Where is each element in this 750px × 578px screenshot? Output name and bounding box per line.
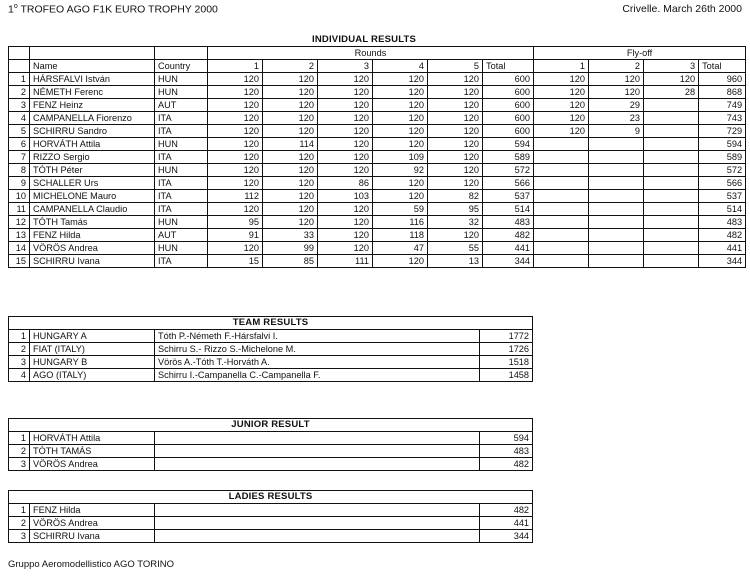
table-row <box>9 255 746 268</box>
individual-results-title: INDIVIDUAL RESULTS <box>312 34 417 45</box>
final-total-cell: 566 <box>699 177 746 190</box>
position-cell: 3 <box>9 530 30 543</box>
rounds-total-cell: 537 <box>483 190 534 203</box>
round-score-cell: 95 <box>428 203 483 216</box>
position-cell: 9 <box>9 177 30 190</box>
position-cell: 11 <box>9 203 30 216</box>
round-score-cell: 120 <box>318 99 373 112</box>
total-cell: 483 <box>480 445 533 458</box>
round-score-cell: 120 <box>428 164 483 177</box>
round-score-cell: 15 <box>208 255 263 268</box>
round-score-cell: 120 <box>263 125 318 138</box>
flyoff-score-cell: 120 <box>534 99 589 112</box>
round-score-cell: 13 <box>428 255 483 268</box>
col-country-header: Country <box>155 60 208 73</box>
round-score-cell: 116 <box>373 216 428 229</box>
round-score-cell: 120 <box>428 125 483 138</box>
table-row <box>9 73 746 86</box>
rounds-total-cell: 483 <box>483 216 534 229</box>
table-row <box>9 138 746 151</box>
table-row <box>9 343 533 356</box>
table-row <box>9 530 533 543</box>
rounds-total-cell: 441 <box>483 242 534 255</box>
team-total-cell: 1772 <box>480 330 533 343</box>
round-number-header: 4 <box>373 60 428 73</box>
pilot-name-cell: TÓTH Tamás <box>30 216 155 229</box>
table-row <box>9 216 746 229</box>
col-name-header: Name <box>30 60 155 73</box>
position-cell: 12 <box>9 216 30 229</box>
round-score-cell: 112 <box>208 190 263 203</box>
pilot-name-cell: HÁRSFALVI István <box>30 73 155 86</box>
table-row <box>9 229 746 242</box>
round-score-cell: 120 <box>428 229 483 242</box>
position-cell: 15 <box>9 255 30 268</box>
rounds-total-cell: 594 <box>483 138 534 151</box>
team-results-body <box>9 330 533 382</box>
round-score-cell: 120 <box>263 203 318 216</box>
position-cell: 3 <box>9 356 30 369</box>
rounds-header: Rounds <box>208 47 534 60</box>
flyoff-score-cell <box>644 216 699 229</box>
pilot-name-cell: VÖRÖS Andrea <box>30 517 155 530</box>
round-score-cell: 33 <box>263 229 318 242</box>
flyoff-score-cell: 120 <box>589 73 644 86</box>
document-title: 1$^o$ TROFEO AGO F1K EURO TROPHY 2000 <box>8 3 218 16</box>
flyoff-score-cell <box>589 203 644 216</box>
final-total-cell: 594 <box>699 138 746 151</box>
total-cell: 482 <box>480 504 533 517</box>
round-score-cell: 120 <box>318 125 373 138</box>
rounds-total-cell: 572 <box>483 164 534 177</box>
round-score-cell: 120 <box>318 151 373 164</box>
position-cell: 5 <box>9 125 30 138</box>
round-score-cell: 120 <box>428 99 483 112</box>
flyoff-score-cell <box>644 190 699 203</box>
final-total-cell: 514 <box>699 203 746 216</box>
position-cell: 13 <box>9 229 30 242</box>
final-total-cell: 483 <box>699 216 746 229</box>
empty-cell <box>155 458 480 471</box>
table-row <box>9 356 533 369</box>
flyoff-score-cell <box>589 255 644 268</box>
total-cell: 594 <box>480 432 533 445</box>
flyoff-score-cell <box>589 229 644 242</box>
table-row <box>9 369 533 382</box>
round-number-header: 1 <box>208 60 263 73</box>
position-cell: 2 <box>9 343 30 356</box>
pilot-name-cell: SCHIRRU Sandro <box>30 125 155 138</box>
rounds-total-cell: 514 <box>483 203 534 216</box>
table-row <box>9 445 533 458</box>
team-members-cell: Vörös A.-Tóth T.-Horváth A. <box>155 356 480 369</box>
country-cell: HUN <box>155 138 208 151</box>
team-members-cell: Tóth P.-Németh F.-Hársfalvi I. <box>155 330 480 343</box>
pilot-name-cell: VÖRÖS Andrea <box>30 458 155 471</box>
round-score-cell: 32 <box>428 216 483 229</box>
round-score-cell: 120 <box>208 242 263 255</box>
individual-results-body <box>9 73 746 268</box>
flyoff-score-cell <box>534 177 589 190</box>
round-score-cell: 120 <box>318 216 373 229</box>
pilot-name-cell: CAMPANELLA Fiorenzo <box>30 112 155 125</box>
final-total-cell: 344 <box>699 255 746 268</box>
total-cell: 344 <box>480 530 533 543</box>
round-score-cell: 120 <box>373 190 428 203</box>
round-score-cell: 86 <box>318 177 373 190</box>
flyoff-score-cell <box>589 138 644 151</box>
empty-cell <box>155 445 480 458</box>
round-score-cell: 120 <box>428 151 483 164</box>
round-score-cell: 92 <box>373 164 428 177</box>
round-score-cell: 120 <box>318 164 373 177</box>
flyoff-score-cell <box>534 242 589 255</box>
pilot-name-cell: FENZ Hilda <box>30 229 155 242</box>
round-score-cell: 120 <box>318 242 373 255</box>
flyoff-score-cell <box>534 190 589 203</box>
table-row <box>9 504 533 517</box>
country-cell: ITA <box>155 255 208 268</box>
round-score-cell: 120 <box>263 112 318 125</box>
flyoff-score-cell <box>644 164 699 177</box>
round-score-cell: 120 <box>208 112 263 125</box>
table-row <box>9 458 533 471</box>
round-score-cell: 120 <box>373 138 428 151</box>
country-cell: ITA <box>155 151 208 164</box>
pilot-name-cell: CAMPANELLA Claudio <box>30 203 155 216</box>
flyoff-score-cell <box>534 164 589 177</box>
total-cell: 441 <box>480 517 533 530</box>
junior-results-title: JUNIOR RESULT <box>9 419 533 432</box>
rounds-total-cell: 589 <box>483 151 534 164</box>
position-cell: 2 <box>9 517 30 530</box>
round-score-cell: 120 <box>208 203 263 216</box>
junior-results-body <box>9 432 533 471</box>
final-total-cell: 482 <box>699 229 746 242</box>
table-row <box>9 203 746 216</box>
final-total-cell: 729 <box>699 125 746 138</box>
empty-cell <box>155 432 480 445</box>
ladies-results-title: LADIES RESULTS <box>9 491 533 504</box>
flyoff-number-header: 1 <box>534 60 589 73</box>
final-total-cell: 537 <box>699 190 746 203</box>
team-name-cell: HUNGARY A <box>30 330 155 343</box>
round-score-cell: 120 <box>208 164 263 177</box>
final-total-cell: 441 <box>699 242 746 255</box>
country-cell: HUN <box>155 216 208 229</box>
country-cell: AUT <box>155 229 208 242</box>
round-score-cell: 109 <box>373 151 428 164</box>
round-score-cell: 120 <box>318 138 373 151</box>
flyoff-score-cell: 29 <box>589 99 644 112</box>
position-cell: 1 <box>9 504 30 517</box>
table-row <box>9 99 746 112</box>
flyoff-total-header: Total <box>699 60 746 73</box>
flyoff-score-cell: 120 <box>534 125 589 138</box>
final-total-cell: 749 <box>699 99 746 112</box>
pilot-name-cell: HORVÁTH Attila <box>30 432 155 445</box>
pilot-name-cell: NÉMETH Ferenc <box>30 86 155 99</box>
round-score-cell: 99 <box>263 242 318 255</box>
round-score-cell: 120 <box>318 229 373 242</box>
team-results-table <box>8 316 533 382</box>
round-score-cell: 120 <box>373 73 428 86</box>
pilot-name-cell: FENZ Heinz <box>30 99 155 112</box>
flyoff-score-cell: 9 <box>589 125 644 138</box>
round-score-cell: 120 <box>373 86 428 99</box>
flyoff-score-cell <box>534 138 589 151</box>
position-cell: 6 <box>9 138 30 151</box>
round-score-cell: 120 <box>428 73 483 86</box>
pilot-name-cell: HORVÁTH Attila <box>30 138 155 151</box>
pilot-name-cell: TÓTH Péter <box>30 164 155 177</box>
final-total-cell: 743 <box>699 112 746 125</box>
country-cell: ITA <box>155 112 208 125</box>
round-number-header: 3 <box>318 60 373 73</box>
rounds-total-header: Total <box>483 60 534 73</box>
flyoff-score-cell <box>644 242 699 255</box>
pilot-name-cell: TÓTH TAMÁS <box>30 445 155 458</box>
flyoff-header: Fly-off <box>534 47 746 60</box>
round-score-cell: 118 <box>373 229 428 242</box>
table-row <box>9 517 533 530</box>
flyoff-score-cell <box>589 164 644 177</box>
pilot-name-cell: VÖRÖS Andrea <box>30 242 155 255</box>
position-cell: 1 <box>9 73 30 86</box>
flyoff-score-cell <box>589 242 644 255</box>
position-cell: 3 <box>9 99 30 112</box>
flyoff-score-cell: 120 <box>589 86 644 99</box>
position-cell: 14 <box>9 242 30 255</box>
round-score-cell: 120 <box>208 86 263 99</box>
flyoff-score-cell <box>644 255 699 268</box>
flyoff-score-cell: 23 <box>589 112 644 125</box>
individual-results-table <box>8 34 746 268</box>
flyoff-score-cell <box>644 229 699 242</box>
position-cell: 8 <box>9 164 30 177</box>
table-row <box>9 164 746 177</box>
flyoff-score-cell <box>534 229 589 242</box>
round-score-cell: 120 <box>208 99 263 112</box>
round-score-cell: 120 <box>263 86 318 99</box>
round-score-cell: 95 <box>208 216 263 229</box>
country-cell: HUN <box>155 164 208 177</box>
team-name-cell: HUNGARY B <box>30 356 155 369</box>
position-cell: 7 <box>9 151 30 164</box>
flyoff-score-cell: 28 <box>644 86 699 99</box>
round-score-cell: 120 <box>263 164 318 177</box>
flyoff-score-cell <box>644 99 699 112</box>
flyoff-number-header: 2 <box>589 60 644 73</box>
team-members-cell: Schirru S.- Rizzo S.-Michelone M. <box>155 343 480 356</box>
document-date: Crivelle. March 26th 2000 <box>622 3 742 15</box>
country-cell: HUN <box>155 242 208 255</box>
flyoff-score-cell: 120 <box>644 73 699 86</box>
pilot-name-cell: FENZ Hilda <box>30 504 155 517</box>
round-score-cell: 120 <box>208 151 263 164</box>
flyoff-score-cell: 120 <box>534 112 589 125</box>
team-total-cell: 1458 <box>480 369 533 382</box>
round-score-cell: 120 <box>428 177 483 190</box>
round-score-cell: 120 <box>318 203 373 216</box>
country-cell: ITA <box>155 177 208 190</box>
flyoff-score-cell <box>534 203 589 216</box>
round-score-cell: 120 <box>208 177 263 190</box>
flyoff-score-cell <box>644 112 699 125</box>
table-row <box>9 112 746 125</box>
flyoff-number-header: 3 <box>644 60 699 73</box>
table-row <box>9 151 746 164</box>
table-row <box>9 86 746 99</box>
empty-cell <box>155 517 480 530</box>
flyoff-score-cell: 120 <box>534 86 589 99</box>
flyoff-score-cell <box>534 151 589 164</box>
round-score-cell: 85 <box>263 255 318 268</box>
round-score-cell: 120 <box>373 255 428 268</box>
flyoff-score-cell <box>534 216 589 229</box>
flyoff-score-cell <box>589 216 644 229</box>
round-score-cell: 120 <box>208 125 263 138</box>
final-total-cell: 572 <box>699 164 746 177</box>
table-row <box>9 125 746 138</box>
round-score-cell: 120 <box>428 86 483 99</box>
final-total-cell: 960 <box>699 73 746 86</box>
flyoff-score-cell <box>644 203 699 216</box>
rounds-total-cell: 600 <box>483 86 534 99</box>
round-score-cell: 82 <box>428 190 483 203</box>
round-score-cell: 111 <box>318 255 373 268</box>
flyoff-score-cell <box>644 125 699 138</box>
round-score-cell: 120 <box>318 112 373 125</box>
empty-cell <box>155 504 480 517</box>
flyoff-score-cell <box>589 190 644 203</box>
team-total-cell: 1518 <box>480 356 533 369</box>
rounds-total-cell: 344 <box>483 255 534 268</box>
final-total-cell: 868 <box>699 86 746 99</box>
ladies-results-table <box>8 490 533 543</box>
round-score-cell: 120 <box>428 138 483 151</box>
pilot-name-cell: SCHIRRU Ivana <box>30 530 155 543</box>
position-cell: 10 <box>9 190 30 203</box>
round-score-cell: 120 <box>318 73 373 86</box>
round-number-header: 5 <box>428 60 483 73</box>
pilot-name-cell: SCHIRRU Ivana <box>30 255 155 268</box>
round-score-cell: 59 <box>373 203 428 216</box>
table-row <box>9 330 533 343</box>
position-cell: 1 <box>9 330 30 343</box>
round-score-cell: 91 <box>208 229 263 242</box>
position-cell: 2 <box>9 86 30 99</box>
round-score-cell: 120 <box>373 99 428 112</box>
final-total-cell: 589 <box>699 151 746 164</box>
round-score-cell: 103 <box>318 190 373 203</box>
flyoff-score-cell <box>644 177 699 190</box>
round-score-cell: 120 <box>208 138 263 151</box>
flyoff-score-cell: 120 <box>534 73 589 86</box>
round-score-cell: 120 <box>318 86 373 99</box>
rounds-total-cell: 600 <box>483 73 534 86</box>
table-row <box>9 432 533 445</box>
country-cell: ITA <box>155 203 208 216</box>
flyoff-score-cell <box>534 255 589 268</box>
total-cell: 482 <box>480 458 533 471</box>
table-row <box>9 242 746 255</box>
round-score-cell: 47 <box>373 242 428 255</box>
rounds-total-cell: 566 <box>483 177 534 190</box>
country-cell: ITA <box>155 125 208 138</box>
pilot-name-cell: RIZZO Sergio <box>30 151 155 164</box>
team-name-cell: FIAT (ITALY) <box>30 343 155 356</box>
round-score-cell: 114 <box>263 138 318 151</box>
flyoff-score-cell <box>589 177 644 190</box>
team-name-cell: AGO (ITALY) <box>30 369 155 382</box>
round-score-cell: 120 <box>373 177 428 190</box>
rounds-total-cell: 600 <box>483 112 534 125</box>
rounds-total-cell: 600 <box>483 99 534 112</box>
round-score-cell: 120 <box>263 216 318 229</box>
position-cell: 4 <box>9 369 30 382</box>
round-score-cell: 55 <box>428 242 483 255</box>
country-cell: AUT <box>155 99 208 112</box>
table-row <box>9 190 746 203</box>
round-score-cell: 120 <box>263 151 318 164</box>
rounds-total-cell: 600 <box>483 125 534 138</box>
pilot-name-cell: MICHELONE Mauro <box>30 190 155 203</box>
team-results-title: TEAM RESULTS <box>9 317 533 330</box>
round-score-cell: 120 <box>263 73 318 86</box>
position-cell: 2 <box>9 445 30 458</box>
team-total-cell: 1726 <box>480 343 533 356</box>
round-score-cell: 120 <box>428 112 483 125</box>
country-cell: HUN <box>155 73 208 86</box>
empty-cell <box>155 530 480 543</box>
flyoff-score-cell <box>589 151 644 164</box>
pilot-name-cell: SCHALLER Urs <box>30 177 155 190</box>
round-score-cell: 120 <box>208 73 263 86</box>
round-score-cell: 120 <box>263 177 318 190</box>
table-row <box>9 177 746 190</box>
round-score-cell: 120 <box>373 125 428 138</box>
round-score-cell: 120 <box>373 112 428 125</box>
round-score-cell: 120 <box>263 190 318 203</box>
country-cell: HUN <box>155 86 208 99</box>
rounds-total-cell: 482 <box>483 229 534 242</box>
flyoff-score-cell <box>644 151 699 164</box>
ladies-results-body <box>9 504 533 543</box>
round-score-cell: 120 <box>263 99 318 112</box>
junior-results-table <box>8 418 533 471</box>
round-number-header: 2 <box>263 60 318 73</box>
footer-organizer: Gruppo Aeromodellistico AGO TORINO <box>8 559 174 570</box>
team-members-cell: Schirru I.-Campanella C.-Campanella F. <box>155 369 480 382</box>
position-cell: 4 <box>9 112 30 125</box>
country-cell: ITA <box>155 190 208 203</box>
position-cell: 1 <box>9 432 30 445</box>
flyoff-score-cell <box>644 138 699 151</box>
position-cell: 3 <box>9 458 30 471</box>
